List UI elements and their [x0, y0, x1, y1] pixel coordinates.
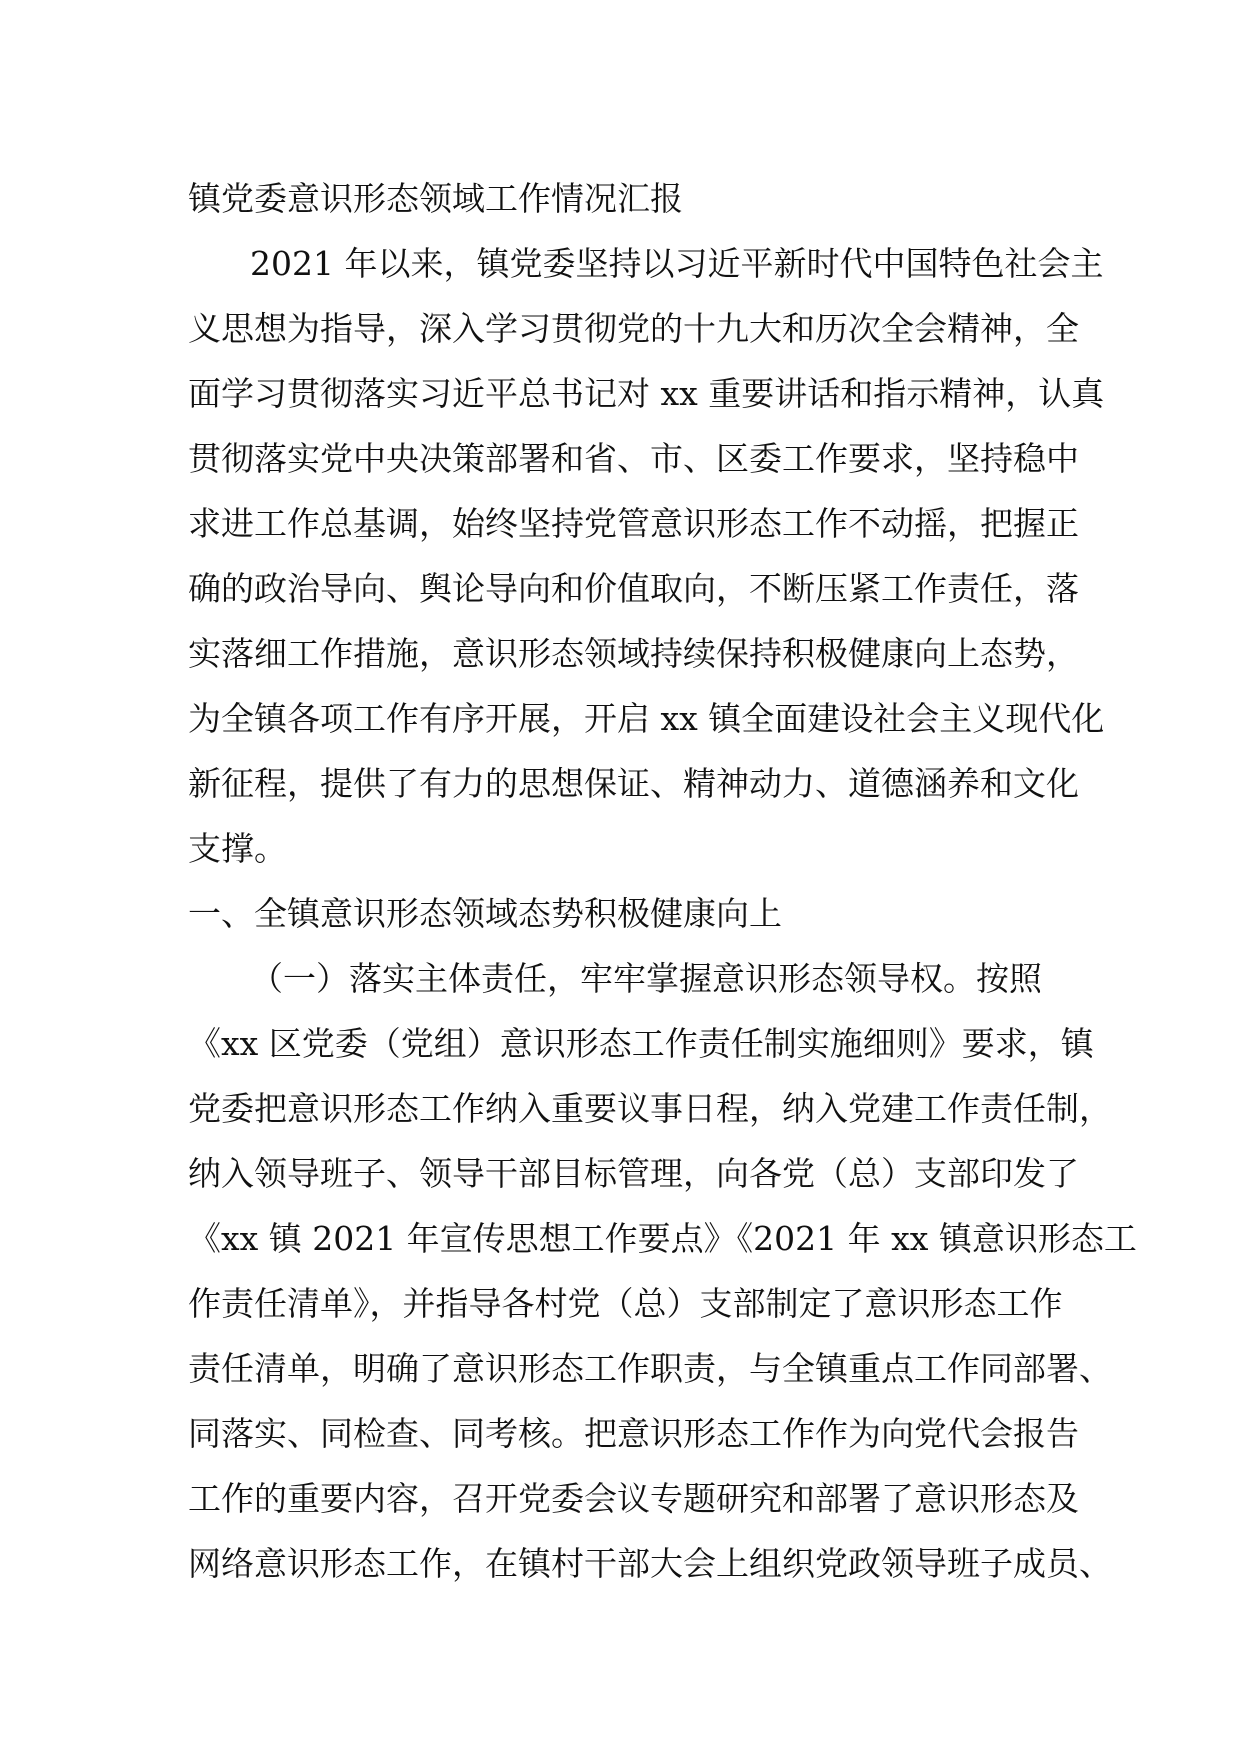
paragraph-line: 义思想为指导，深入学习贯彻党的十九大和历次全会精神，全 [188, 309, 1079, 348]
paragraph-line: 《xx 区党委（党组）意识形态工作责任制实施细则》要求，镇 [188, 1024, 1094, 1063]
paragraph-line: 网络意识形态工作，在镇村干部大会上组织党政领导班子成员、 [188, 1544, 1112, 1583]
paragraph-line: 面学习贯彻落实习近平总书记对 xx 重要讲话和指示精神，认真 [188, 374, 1105, 413]
paragraph-line: 《xx 镇 2021 年宣传思想工作要点》《2021 年 xx 镇意识形态工 [188, 1219, 1137, 1258]
paragraph-line: 实落细工作措施，意识形态领域持续保持积极健康向上态势， [188, 634, 1079, 673]
paragraph-line: 同落实、同检查、同考核。把意识形态工作作为向党代会报告 [188, 1414, 1079, 1453]
paragraph-line: 支撑。 [188, 829, 287, 868]
paragraph-line: 党委把意识形态工作纳入重要议事日程，纳入党建工作责任制， [188, 1089, 1112, 1128]
paragraph-line: 工作的重要内容，召开党委会议专题研究和部署了意识形态及 [188, 1479, 1079, 1518]
paragraph-line: （一）落实主体责任，牢牢掌握意识形态领导权。按照 [250, 959, 1042, 998]
paragraph-line: 作责任清单》，并指导各村党（总）支部制定了意识形态工作 [188, 1284, 1063, 1323]
intro-paragraph [188, 231, 1105, 881]
section-paragraph [188, 946, 1137, 1596]
document-body [188, 166, 1137, 1596]
paragraph-line: 2021 年以来，镇党委坚持以习近平新时代中国特色社会主 [250, 244, 1104, 283]
paragraph-line: 为全镇各项工作有序开展，开启 xx 镇全面建设社会主义现代化 [188, 699, 1105, 738]
section-heading: 一、全镇意识形态领域态势积极健康向上 [188, 894, 782, 933]
paragraph-line: 纳入领导班子、领导干部目标管理，向各党（总）支部印发了 [188, 1154, 1079, 1193]
paragraph-line: 求进工作总基调，始终坚持党管意识形态工作不动摇，把握正 [188, 504, 1079, 543]
paragraph-line: 责任清单，明确了意识形态工作职责，与全镇重点工作同部署、 [188, 1349, 1112, 1388]
paragraph-line: 确的政治导向、舆论导向和价值取向，不断压紧工作责任，落 [188, 569, 1079, 608]
document-title: 镇党委意识形态领域工作情况汇报 [188, 179, 683, 218]
paragraph-line: 贯彻落实党中央决策部署和省、市、区委工作要求，坚持稳中 [188, 439, 1079, 478]
paragraph-line: 新征程，提供了有力的思想保证、精神动力、道德涵养和文化 [188, 764, 1079, 803]
